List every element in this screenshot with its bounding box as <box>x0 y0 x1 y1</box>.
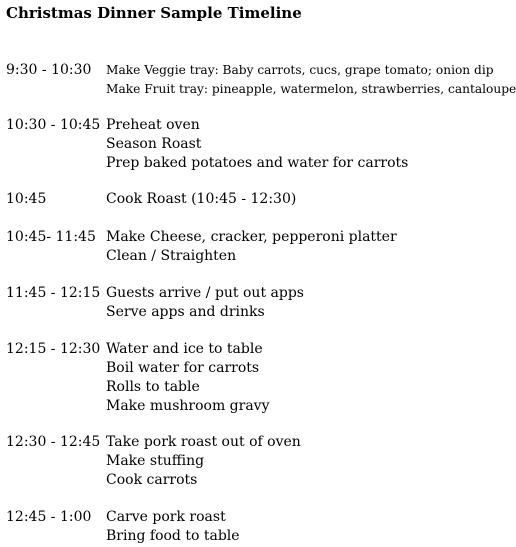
task-item: Water and ice to table <box>106 341 263 357</box>
task-item: Clean / Straighten <box>106 248 237 264</box>
task-item: Make Fruit tray: pineapple, watermelon, strawberries, cantaloupe <box>106 82 516 96</box>
task-item: Make Veggie tray: Baby carrots, cucs, grape tomato; onion dip <box>106 63 494 77</box>
time-label: 10:30 - 10:45 <box>6 117 101 133</box>
task-item: Rolls to table <box>106 379 200 395</box>
task-item: Take pork roast out of oven <box>106 434 301 450</box>
task-item: Bring food to table <box>106 528 240 544</box>
task-list <box>106 61 516 99</box>
task-item: Make stuffing <box>106 453 205 469</box>
time-label: 12:30 - 12:45 <box>6 434 101 450</box>
time-label: 10:45 <box>6 191 47 207</box>
task-item: Season Roast <box>106 136 202 152</box>
task-list <box>106 433 474 490</box>
task-list <box>106 228 474 266</box>
time-label: 11:45 - 12:15 <box>6 285 101 301</box>
task-item: Preheat oven <box>106 117 200 133</box>
time-label: 9:30 - 10:30 <box>6 62 92 78</box>
task-list <box>106 508 474 546</box>
task-item: Boil water for carrots <box>106 360 260 376</box>
task-item: Cook carrots <box>106 472 198 488</box>
task-list <box>106 190 474 209</box>
task-item: Make Cheese, cracker, pepperoni platter <box>106 229 397 245</box>
task-item: Prep baked potatoes and water for carrots <box>106 155 409 171</box>
task-item: Guests arrive / put out apps <box>106 285 304 301</box>
page-title: Christmas Dinner Sample Timeline <box>6 4 302 22</box>
task-item: Carve pork roast <box>106 509 226 525</box>
time-label: 10:45- 11:45 <box>6 229 96 245</box>
task-item: Make mushroom gravy <box>106 398 270 414</box>
task-list <box>106 340 474 416</box>
task-item: Cook Roast (10:45 - 12:30) <box>106 191 297 207</box>
task-list <box>106 116 474 173</box>
time-label: 12:45 - 1:00 <box>6 509 92 525</box>
time-label: 12:15 - 12:30 <box>6 341 101 357</box>
task-item: Serve apps and drinks <box>106 304 265 320</box>
task-list <box>106 284 474 322</box>
